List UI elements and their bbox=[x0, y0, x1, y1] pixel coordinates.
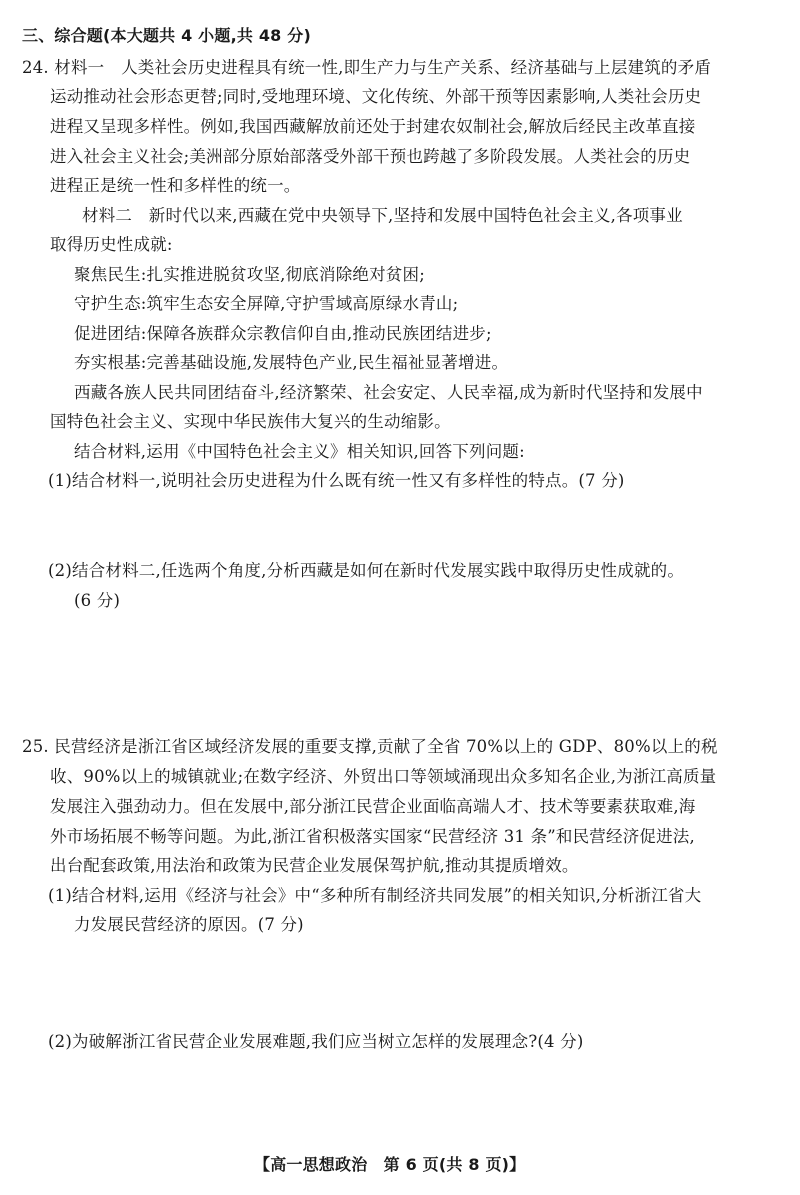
q24-material2-line: 材料二 新时代以来,西藏在党中央领导下,坚持和发展中国特色社会主义,各项事业 bbox=[82, 206, 683, 225]
q24-material1-line: 进入社会主义社会;美洲部分原始部落受外部干预也跨越了多阶段发展。人类社会的历史 bbox=[50, 147, 691, 166]
q25-subquestion-2: (2)为破解浙江省民营企业发展难题,我们应当树立怎样的发展理念?(4 分) bbox=[48, 1032, 584, 1051]
q24-subquestion-1: (1)结合材料一,说明社会历史进程为什么既有统一性又有多样性的特点。(7 分) bbox=[48, 471, 625, 490]
q24-material2-item: 促进团结:保障各族群众宗教信仰自由,推动民族团结进步; bbox=[74, 324, 492, 343]
q25-material-line: 出台配套政策,用法治和政策为民营企业发展保驾护航,推动其提质增效。 bbox=[50, 856, 579, 875]
q24-material2-item: 守护生态:筑牢生态安全屏障,守护雪域高原绿水青山; bbox=[74, 294, 459, 313]
q25-subquestion-1-cont: 力发展民营经济的原因。(7 分) bbox=[74, 915, 304, 934]
q24-material1-line: 24. 材料一 人类社会历史进程具有统一性,即生产力与生产关系、经济基础与上层建筑的矛盾 bbox=[22, 58, 712, 77]
q25-material-line: 外市场拓展不畅等问题。为此,浙江省积极落实国家“民营经济 31 条”和民营经济促进法, bbox=[50, 827, 695, 846]
q24-material1-line: 进程又呈现多样性。例如,我国西藏解放前还处于封建农奴制社会,解放后经民主改革直接 bbox=[50, 117, 696, 136]
q24-material2-line: 取得历史性成就: bbox=[50, 235, 173, 254]
q24-instruction: 结合材料,运用《中国特色社会主义》相关知识,回答下列问题: bbox=[74, 442, 525, 461]
q25-material-line: 收、90%以上的城镇就业;在数字经济、外贸出口等领域涌现出众多知名企业,为浙江高质量 bbox=[50, 767, 717, 786]
q25-material-line: 发展注入强劲动力。但在发展中,部分浙江民营企业面临高端人才、技术等要素获取难,海 bbox=[50, 797, 696, 816]
q24-subquestion-2: (2)结合材料二,任选两个角度,分析西藏是如何在新时代发展实践中取得历史性成就的。 bbox=[48, 561, 685, 580]
q24-material2-line: 国特色社会主义、实现中华民族伟大复兴的生动缩影。 bbox=[50, 412, 451, 431]
q25-subquestion-1: (1)结合材料,运用《经济与社会》中“多种所有制经济共同发展”的相关知识,分析浙江省大 bbox=[48, 886, 702, 905]
q24-material2-line: 西藏各族人民共同团结奋斗,经济繁荣、社会安定、人民幸福,成为新时代坚持和发展中 bbox=[74, 383, 703, 402]
q24-subquestion-2-points: (6 分) bbox=[74, 591, 121, 610]
section-header: 三、综合题(本大题共 4 小题,共 48 分) bbox=[22, 26, 311, 45]
q24-material2-item: 夯实根基:完善基础设施,发展特色产业,民生福祉显著增进。 bbox=[74, 353, 509, 372]
q24-material1-line: 运动推动社会形态更替;同时,受地理环境、文化传统、外部干预等因素影响,人类社会历史 bbox=[50, 87, 702, 106]
page-footer: 【高一思想政治 第 6 页(共 8 页)】 bbox=[254, 1155, 526, 1174]
q25-material-line: 25. 民营经济是浙江省区域经济发展的重要支撑,贡献了全省 70%以上的 GDP、80%以上的税 bbox=[22, 737, 718, 756]
q24-material2-item: 聚焦民生:扎实推进脱贫攻坚,彻底消除绝对贫困; bbox=[74, 265, 425, 284]
q24-material1-line: 进程正是统一性和多样性的统一。 bbox=[50, 176, 301, 195]
